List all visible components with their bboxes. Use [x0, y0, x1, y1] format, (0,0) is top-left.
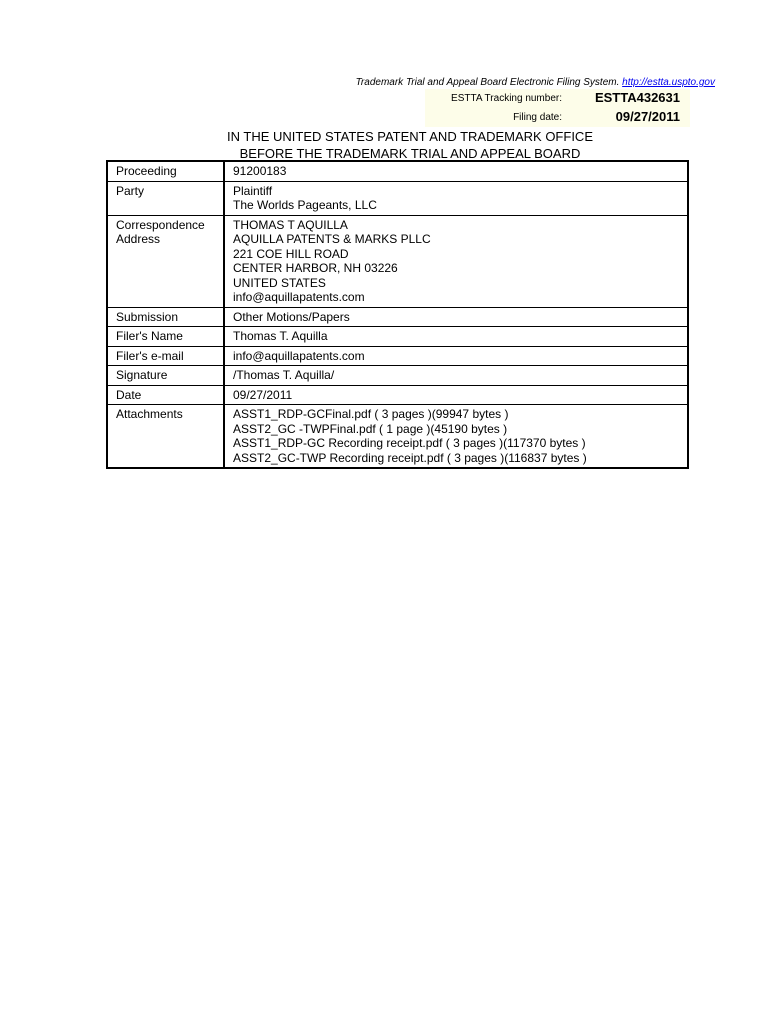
table-row-correspondence [107, 215, 688, 307]
filing-details-table [106, 160, 689, 469]
tracking-number-label: ESTTA Tracking number: [451, 93, 562, 104]
table-row-attachments [107, 405, 688, 469]
table-row-filer-email [107, 346, 688, 366]
attachment-item: ASST1_RDP-GC Recording receipt.pdf ( 3 pages )(117370 bytes ) [233, 436, 586, 450]
correspondent-street: 221 COE HILL ROAD [233, 246, 349, 261]
filing-system-text: Trademark Trial and Appeal Board Electronic Filing System. [355, 77, 620, 88]
filing-date-value: 09/27/2011 [615, 109, 680, 124]
submission-label: Submission [107, 307, 224, 327]
table-row-party [107, 181, 688, 215]
date-label: Date [107, 385, 224, 405]
signature-value: /Thomas T. Aquilla/ [224, 366, 688, 386]
correspondent-name: THOMAS T AQUILLA [233, 217, 348, 232]
filing-date-label: Filing date: [513, 112, 562, 123]
correspondence-label-line-1: Correspondence [116, 217, 205, 232]
table-row-signature [107, 366, 688, 386]
estta-link[interactable]: http://estta.uspto.gov [622, 77, 715, 88]
filing-system-header [330, 77, 715, 88]
attachment-item: ASST1_RDP-GCFinal.pdf ( 3 pages )(99947 bytes ) [233, 407, 509, 421]
tracking-number-value: ESTTA432631 [594, 90, 680, 105]
correspondence-label-line-2: Address [116, 232, 161, 246]
table-row-proceeding [107, 161, 688, 181]
table-row-submission [107, 307, 688, 327]
proceeding-value: 91200183 [224, 161, 688, 181]
submission-value: Other Motions/Papers [224, 307, 688, 327]
signature-label: Signature [107, 366, 224, 386]
court-title-line-2: BEFORE THE TRADEMARK TRIAL AND APPEAL BOARD [239, 146, 581, 161]
attachment-item: ASST2_GC -TWPFinal.pdf ( 1 page )(45190 bytes ) [233, 421, 508, 436]
correspondence-label [107, 215, 224, 307]
table-row-date [107, 385, 688, 405]
correspondent-firm: AQUILLA PATENTS & MARKS PLLC [233, 232, 431, 246]
filing-date-row [425, 108, 690, 127]
attachments-value [224, 405, 688, 469]
filer-email-value: info@aquillapatents.com [224, 346, 688, 366]
filer-name-value: Thomas T. Aquilla [224, 327, 688, 347]
party-label: Party [107, 181, 224, 215]
proceeding-label: Proceeding [107, 161, 224, 181]
party-value [224, 181, 688, 215]
tracking-box [425, 89, 690, 127]
date-value: 09/27/2011 [224, 385, 688, 405]
correspondent-email: info@aquillapatents.com [233, 290, 365, 304]
party-role: Plaintiff [233, 183, 273, 198]
correspondence-value [224, 215, 688, 307]
table-row-filer-name [107, 327, 688, 347]
attachments-label: Attachments [107, 405, 224, 469]
filer-name-label: Filer's Name [107, 327, 224, 347]
correspondent-country: UNITED STATES [233, 275, 326, 290]
court-title-line-1: IN THE UNITED STATES PATENT AND TRADEMARK OFFICE [227, 129, 593, 144]
attachment-item: ASST2_GC-TWP Recording receipt.pdf ( 3 pages )(116837 bytes ) [233, 450, 587, 465]
correspondent-city: CENTER HARBOR, NH 03226 [233, 261, 398, 275]
tracking-number-row [425, 89, 690, 108]
filer-email-label: Filer's e-mail [107, 346, 224, 366]
party-name: The Worlds Pageants, LLC [233, 198, 377, 212]
